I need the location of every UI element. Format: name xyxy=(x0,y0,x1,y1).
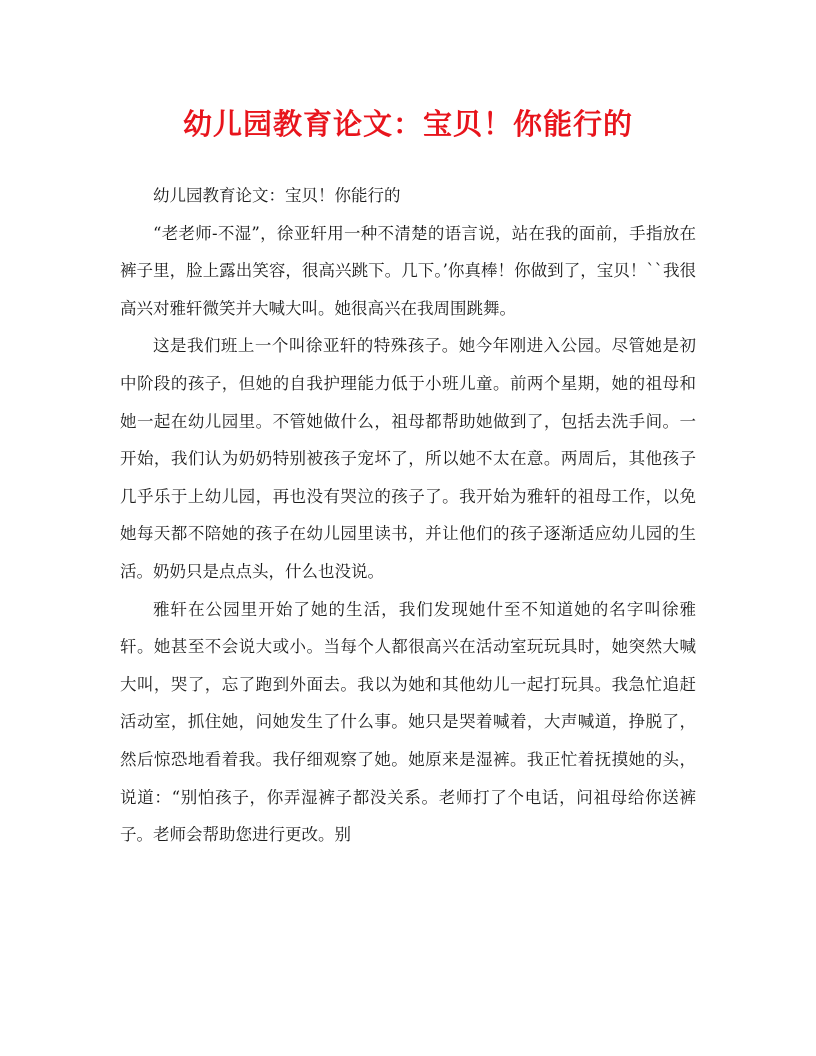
paragraph-3: 雅轩在公园里开始了她的生活，我们发现她什至不知道她的名字叫徐雅轩。她甚至不会说大或小。当每个人都很高兴在活动室玩玩具时，她突然大喊大叫，哭了，忘了跑到外面去。我以为她和其他幼儿一起打玩具。我急忙追赶活动室，抓住她，问她发生了什么事。她只是哭着喊着，大声喊道，挣脱了，然后惊恐地看着我。我仔细观察了她。她原来是湿裤。我正忙着抚摸她的头，说道：“别怕孩子，你弄湿裤子都没关系。老师打了个电话，问祖母给你送裤子。老师会帮助您进行更改。别 xyxy=(120,599,696,845)
paragraph-1: “老老师-不湿”，徐亚轩用一种不清楚的语言说，站在我的面前，手指放在裤子里，脸上露出笑容，很高兴跳下。几下。’你真棒！你做到了，宝贝！``我很高兴对雅轩微笑并大喊大叫。她很高兴在我周围跳舞。 xyxy=(120,223,696,318)
document-body xyxy=(120,177,696,854)
paragraph-subtitle: 幼儿园教育论文：宝贝！你能行的 xyxy=(153,186,401,205)
paragraph-2: 这是我们班上一个叫徐亚轩的特殊孩子。她今年刚进入公园。尽管她是初中阶段的孩子，但她的自我护理能力低于小班儿童。前两个星期，她的祖母和她一起在幼儿园里。不管她做什么，祖母都帮助她做到了，包括去洗手间。一开始，我们认为奶奶特别被孩子宠坏了，所以她不太在意。两周后，其他孩子几乎乐于上幼儿园，再也没有哭泣的孩子了。我开始为雅轩的祖母工作，以免她每天都不陪她的孩子在幼儿园里读书，并让他们的孩子逐渐适应幼儿园的生活。奶奶只是点点头，什么也没说。 xyxy=(120,336,696,581)
document-title: 幼儿园教育论文：宝贝！你能行的 xyxy=(182,107,633,141)
